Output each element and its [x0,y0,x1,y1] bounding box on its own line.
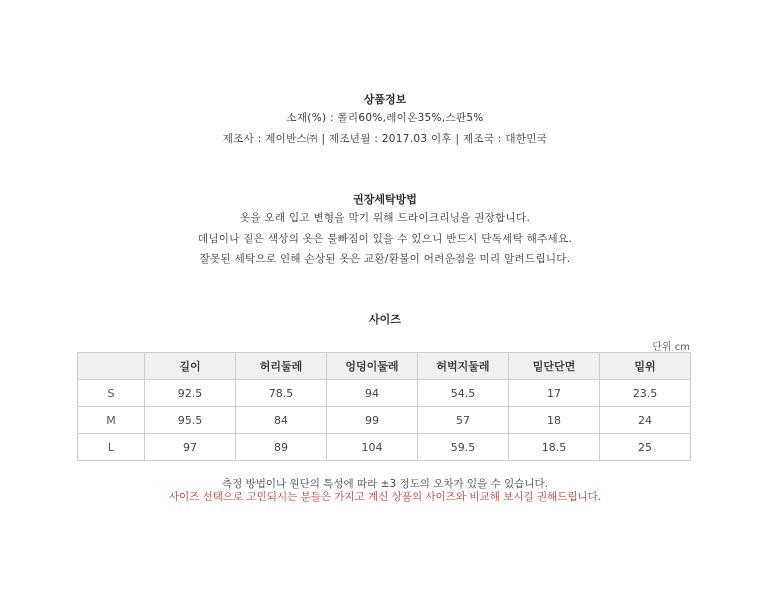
table-cell: 54.5 [418,380,509,407]
table-row [78,434,691,461]
size-unit-label: 단위 cm [652,342,690,353]
header-cell: 밑위 [600,353,691,380]
table-cell: 59.5 [418,434,509,461]
header-cell: 길이 [145,353,236,380]
table-cell: 23.5 [600,380,691,407]
table-cell: 99 [327,407,418,434]
size-label: L [78,434,145,461]
manufacture-info: 제조사 : 제이반스㈜ | 제조년월 : 2017.03 이후 | 제조국 : 대한민국 [222,133,548,145]
measurement-note: 측정 방법이나 원단의 특성에 따라 ±3 정도의 오차가 있을 수 있습니다. [221,478,549,490]
table-cell: 104 [327,434,418,461]
material-info: 소재(%) : 폴리60%,레이온35%,스판5% [286,112,484,124]
table-cell: 84 [236,407,327,434]
size-label: M [78,407,145,434]
table-cell: 97 [145,434,236,461]
table-cell: 25 [600,434,691,461]
washing-title: 권장세탁방법 [353,193,417,206]
washing-line-2: 데님이나 짙은 색상의 옷은 물빠짐이 있을 수 있으니 반드시 단독세탁 해주세요. [197,233,573,245]
table-cell: 24 [600,407,691,434]
size-advice-note: 사이즈 선택으로 고민되시는 분들은 가지고 계신 상품의 사이즈와 비교해 보시길 권해드립니다. [168,491,602,503]
table-cell: 78.5 [236,380,327,407]
table-cell: 18 [509,407,600,434]
product-info-title: 상품정보 [363,93,407,106]
size-table [77,352,691,461]
size-table-header [78,353,691,380]
table-row [78,407,691,434]
header-cell [78,353,145,380]
table-cell: 18.5 [509,434,600,461]
size-title: 사이즈 [369,313,401,326]
header-cell: 허리둘레 [236,353,327,380]
table-cell: 17 [509,380,600,407]
table-cell: 94 [327,380,418,407]
washing-line-3: 잘못된 세탁으로 인해 손상된 옷은 교환/환불이 어려운점을 미리 알려드립니다. [199,253,571,265]
size-label: S [78,380,145,407]
table-row [78,380,691,407]
header-cell: 밑단단면 [509,353,600,380]
table-cell: 89 [236,434,327,461]
table-cell: 57 [418,407,509,434]
washing-line-1: 옷을 오래 입고 변형을 막기 위해 드라이크리닝을 권장합니다. [239,212,531,224]
table-cell: 92.5 [145,380,236,407]
header-cell: 엉덩이둘레 [327,353,418,380]
header-cell: 허벅지둘레 [418,353,509,380]
table-cell: 95.5 [145,407,236,434]
